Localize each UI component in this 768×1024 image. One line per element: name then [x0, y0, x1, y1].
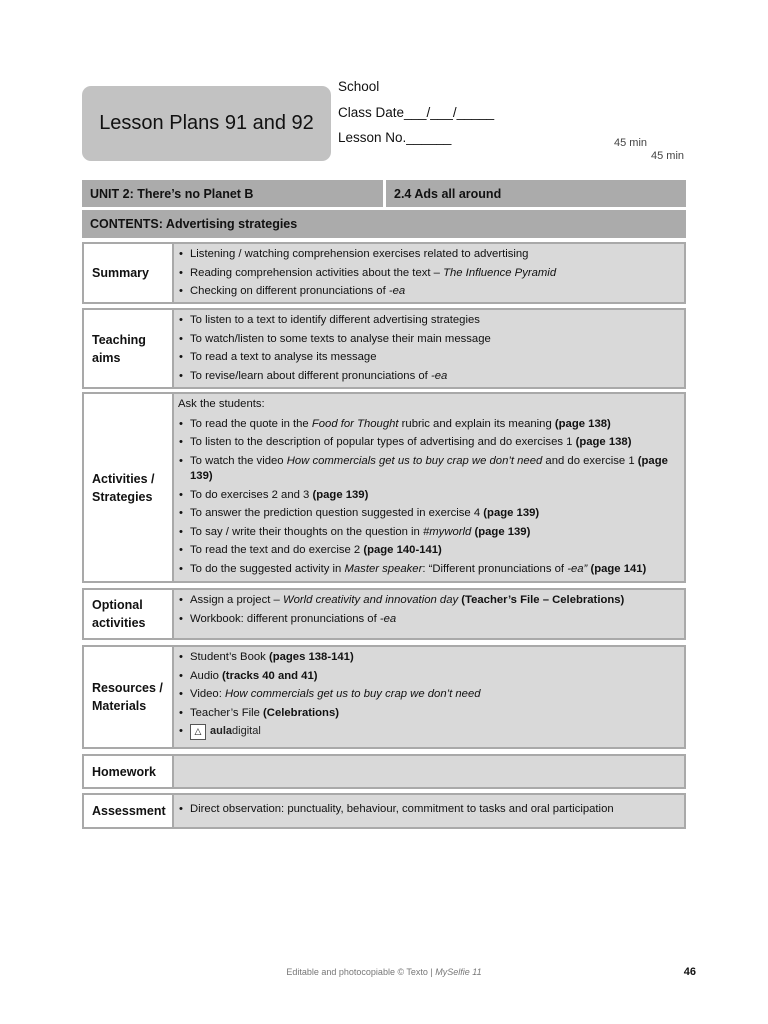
aula-logo-text-bold: aula: [210, 725, 233, 738]
list-item: • To listen to the description of popular types of advertising and do exercises 1 (page 138): [178, 435, 680, 451]
list-item: • Reading comprehension activities about the text – The Influence Pyramid: [178, 266, 680, 282]
resources-content: [174, 647, 684, 747]
section-label: 2.4 Ads all around: [394, 186, 502, 201]
list-item: • Assign a project – World creativity and innovation day (Teacher’s File – Celebrations): [178, 593, 680, 609]
contents-label: CONTENTS: Advertising strategies: [90, 217, 298, 231]
list-item: • Listening / watching comprehension exercises related to advertising: [178, 247, 680, 263]
aula-logo-text: digital: [232, 725, 261, 738]
list-item: • To answer the prediction question suggested in exercise 4 (page 139): [178, 506, 680, 522]
contents-band: [82, 210, 686, 238]
teaching-aims-row: [82, 308, 686, 389]
unit-label: UNIT 2: There’s no Planet B: [90, 186, 254, 201]
assessment-content: [174, 795, 684, 827]
aula-digital-logo[interactable]: [190, 724, 261, 740]
activities-list: [178, 417, 680, 581]
list-item: • To do the suggested activity in Master speaker: “Different pronunciations of -ea” (page 141): [178, 562, 680, 578]
list-item: • Student’s Book (pages 138-141): [178, 650, 680, 666]
page-number: 46: [683, 966, 696, 978]
list-item: • Audio (tracks 40 and 41): [178, 669, 680, 685]
optional-activities-label: Optional activities: [84, 590, 174, 638]
activities-content: [174, 394, 684, 581]
aula-digital-icon: • △: [190, 724, 206, 740]
resources-label: Resources / Materials: [84, 647, 174, 747]
activities-intro: Ask the students:: [178, 398, 265, 410]
lesson-title: Lesson Plans 91 and 92: [99, 112, 314, 134]
lesson-title-box: [82, 86, 331, 161]
optional-activities-content: [174, 590, 684, 638]
list-item: • Workbook: different pronunciations of -ea: [178, 612, 680, 628]
activities-row: [82, 392, 686, 583]
duration-2: 45 min: [651, 150, 685, 162]
list-item: • Video: How commercials get us to buy crap we don’t need: [178, 687, 680, 703]
unit-band: [82, 180, 686, 207]
class-date-label: Class Date___/___/_____: [338, 104, 495, 120]
school-label: School: [338, 79, 380, 94]
list-item: • Teacher’s File (Celebrations): [178, 706, 680, 722]
list-item: • To do exercises 2 and 3 (page 139): [178, 488, 680, 504]
assessment-label: Assessment: [84, 795, 174, 827]
optional-activities-row: [82, 588, 686, 640]
activities-label: Activities / Strategies: [84, 394, 174, 581]
summary-content: [174, 244, 684, 302]
duration-1: 45 min: [614, 137, 648, 149]
assessment-row: [82, 793, 686, 829]
homework-content: [174, 756, 684, 787]
list-item: [178, 724, 680, 740]
teaching-aims-content: [174, 310, 684, 387]
homework-label: Homework: [84, 756, 174, 787]
resources-row: [82, 645, 686, 749]
resources-list: [178, 650, 680, 724]
summary-label: Summary: [84, 244, 174, 302]
list-item: • To revise/learn about different pronunciations of -ea: [178, 369, 680, 385]
lesson-number-label: Lesson No.______: [338, 130, 452, 145]
list-item: • To watch the video How commercials get us to buy crap we don’t need and do exercise 1 (page 139): [178, 454, 680, 485]
list-item: • Direct observation: punctuality, behaviour, commitment to tasks and oral participation: [178, 802, 680, 818]
list-item: • To say / write their thoughts on the question in #myworld (page 139): [178, 525, 680, 541]
list-item: • To read the quote in the Food for Thought rubric and explain its meaning (page 138): [178, 417, 680, 433]
teaching-aims-label: Teaching aims: [84, 310, 174, 387]
list-item: • To watch/listen to some texts to analyse their main message: [178, 332, 680, 348]
list-item: • To read the text and do exercise 2 (page 140-141): [178, 543, 680, 559]
list-item: • Checking on different pronunciations of -ea: [178, 284, 680, 300]
footer-book-title: MySelfie 11: [435, 967, 482, 977]
footer-text: Editable and photocopiable © Texto |: [286, 967, 436, 977]
list-item: • To listen to a text to identify different advertising strategies: [178, 313, 680, 329]
summary-row: [82, 242, 686, 304]
footer: [0, 967, 768, 977]
school-info: [338, 76, 494, 153]
homework-row: [82, 754, 686, 789]
list-item: • To read a text to analyse its message: [178, 350, 680, 366]
